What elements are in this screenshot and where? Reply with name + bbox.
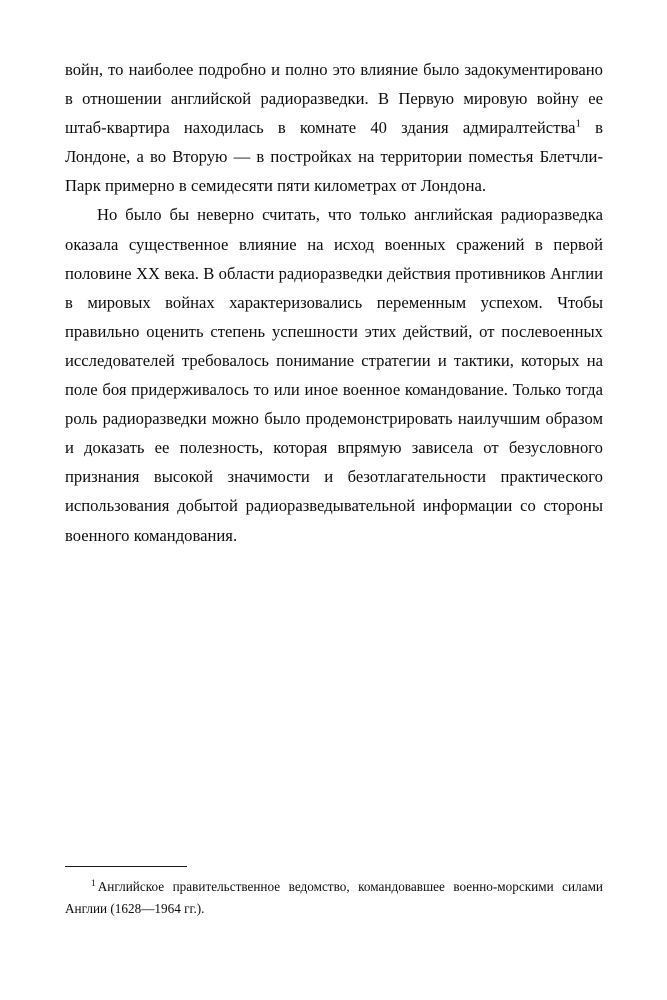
paragraph-text-continued: в Лондоне, а во Вторую — в постройках на территории поместья Блетчли-Парк примерно в семидесяти пяти километрах от Лондона. <box>65 118 604 196</box>
footnote-entry <box>65 876 603 919</box>
paragraph-text: Но было бы неверно считать, что только английская радиоразведка оказала существенное влияние на исход военных сражений в первой половине XX века. В области радиоразведки действия противников Англии в мировых войнах характеризовались переменным успехом. Чтобы правильно оценить степень успешности этих действий, от послевоенных исследователей требовалось понимание стратегии и тактики, которых на поле боя придерживалось то или иное военное командование. Только тогда роль радиоразведки можно было продемонстрировать наилучшим образом и доказать ее полезность, которая впрямую зависела от безусловного признания высокой значимости и безотлагательности практического использования добытой радиоразведывательной информации со стороны военного командования. <box>65 205 603 545</box>
paragraph-text: войн, то наиболее подробно и полно это влияние было задокументировано в отношении английской радиоразведки. В Первую мировую войну ее штаб-квартира находилась в комнате 40 здания адмиралтейства <box>65 60 603 138</box>
footnote-reference-marker[interactable]: 1 <box>575 117 581 130</box>
footnote-separator-rule <box>65 866 187 867</box>
footnote-number: 1 <box>91 878 96 889</box>
footnote-area <box>65 866 603 919</box>
paragraph-continued <box>65 55 603 200</box>
footnote-body-text: Английское правительственное ведомство, командовавшее военно-морскими силами Англии (1628—1964 гг.). <box>65 879 603 916</box>
body-text-block <box>65 55 603 550</box>
paragraph-second <box>65 200 603 549</box>
